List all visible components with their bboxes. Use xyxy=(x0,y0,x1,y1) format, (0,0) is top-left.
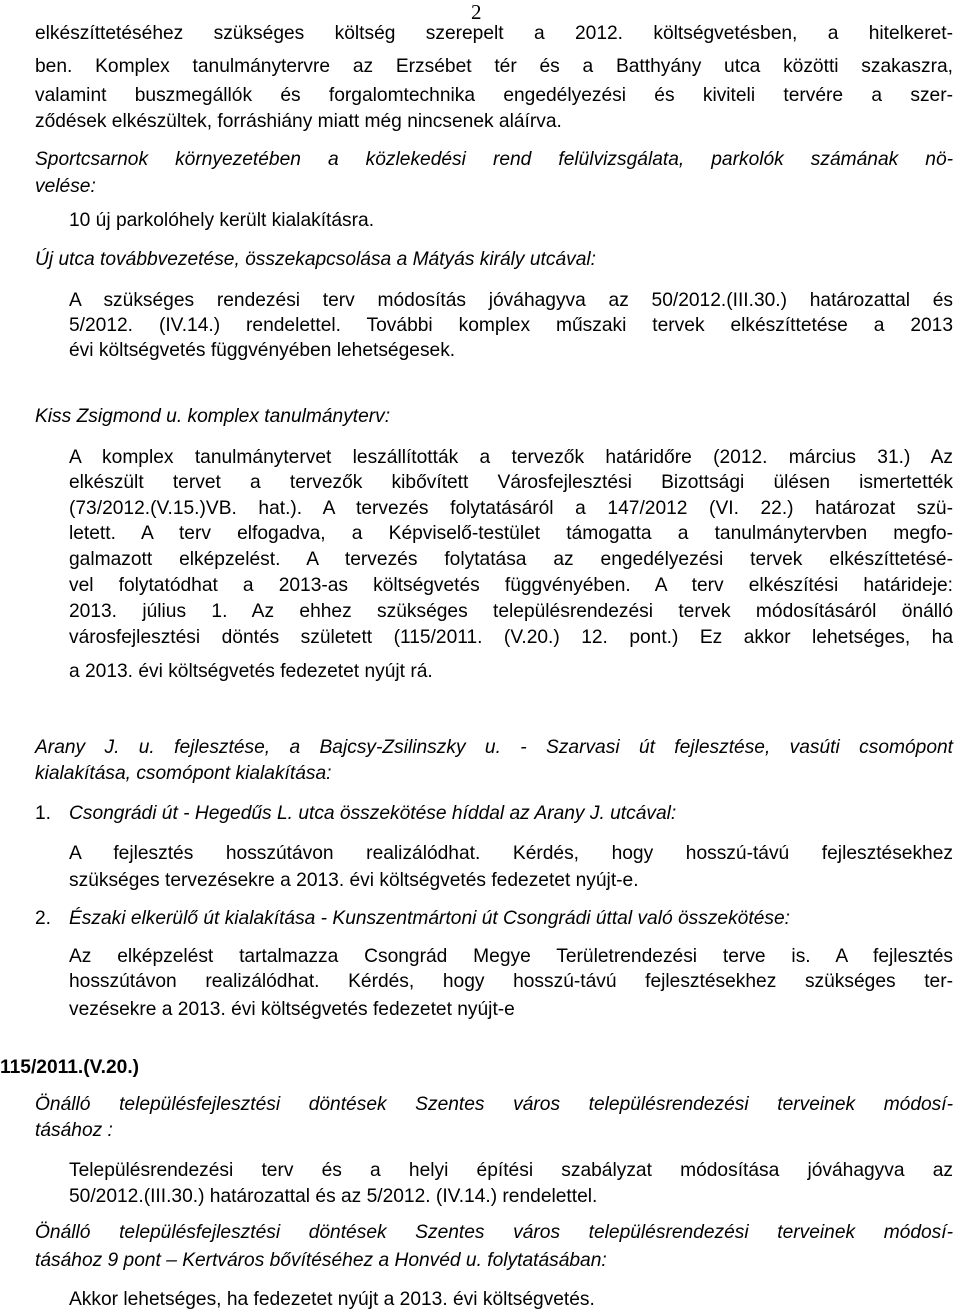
section-heading: Új utca továbbvezetése, összekapcsolása a Mátyás király utcával: xyxy=(35,249,596,270)
section-heading: Sportcsarnok környezetében a közlekedési rend felülvizsgálata, parkolók számának nö- xyxy=(35,149,953,170)
decision-label: 115/2011.(V.20.) xyxy=(0,1057,140,1078)
section-body-line: városfejlesztési döntés született (115/2011. (V.20.) 12. pont.) Ez akkor lehetséges, ha xyxy=(69,627,953,648)
section-body-line: galmazott elképzelést. A tervezés folytatása az engedélyezési tervek elkészíttetésé- xyxy=(69,549,953,570)
decision-heading: tásához 9 pont – Kertváros bővítéséhez a Honvéd u. folytatásában: xyxy=(35,1250,607,1271)
section-body: 10 új parkolóhely került kialakításra. xyxy=(69,210,375,231)
list-item-body-line: hosszútávon realizálódhat. Kérdés, hogy hosszú-távú fejlesztésekhez szükséges ter- xyxy=(69,971,953,992)
intro-line: ződések elkészültek, forráshiány miatt még nincsenek aláírva. xyxy=(35,111,562,132)
list-item-title: Északi elkerülő út kialakítása - Kunszentmártoni út Csongrádi úttal való összekötése: xyxy=(69,908,790,929)
list-item-number: 1. xyxy=(35,803,52,824)
section-body-line: (73/2012.(V.15.)VB. hat.). A tervezés folytatásáról a 147/2012 (VI. 22.) határozat szü- xyxy=(69,498,953,519)
section-heading: Kiss Zsigmond u. komplex tanulmányterv: xyxy=(35,406,391,427)
section-body-line: 2013. július 1. Az ehhez szükséges településrendezési tervek módosításáról önálló xyxy=(69,601,953,622)
section-heading: Arany J. u. fejlesztése, a Bajcsy-Zsilinszky u. - Szarvasi út fejlesztése, vasúti csomópont xyxy=(35,737,953,758)
section-body-line: A szükséges rendezési terv módosítás jóváhagyva az 50/2012.(III.30.) határozattal és xyxy=(69,290,953,311)
decision-body-line: 50/2012.(III.30.) határozattal és az 5/2012. (IV.14.) rendelettel. xyxy=(69,1186,598,1207)
section-body-line: vel folytatódhat a 2013-as költségvetés függvényében. A terv elkészítési határideje: xyxy=(69,575,953,596)
page-number: 2 xyxy=(471,0,482,24)
section-body-line: a 2013. évi költségvetés fedezetet nyújt rá. xyxy=(69,661,433,682)
decision-heading: Önálló településfejlesztési döntések Szentes város településrendezési terveinek módosí- xyxy=(35,1094,953,1115)
section-body-line: letett. A terv elfogadva, a Képviselő-testület támogatta a tanulmánytervben megfo- xyxy=(69,523,953,544)
section-body-line: évi költségvetés függvényében lehetségesek. xyxy=(69,340,456,361)
list-item-body-line: Az elképzelést tartalmazza Csongrád Megye Területrendezési terve is. A fejlesztés xyxy=(69,946,953,967)
section-heading: kialakítása, csomópont kialakítása: xyxy=(35,763,332,784)
section-body-line: elkészült tervet a tervezők kibővített Városfejlesztési Bizottsági ülésen ismertették xyxy=(69,472,953,493)
decision-heading: tásához : xyxy=(35,1120,113,1141)
section-heading: velése: xyxy=(35,176,96,197)
decision-body-line: Településrendezési terv és a helyi építési szabályzat módosítása jóváhagyva az xyxy=(69,1160,953,1181)
decision-heading: Önálló településfejlesztési döntések Szentes város településrendezési terveinek módosí- xyxy=(35,1222,953,1243)
section-body-line: A komplex tanulmánytervet leszállították a tervezők határidőre (2012. március 31.) Az xyxy=(69,447,953,468)
section-body-line: 5/2012. (IV.14.) rendelettel. További komplex műszaki tervek elkészíttetése a 2013 xyxy=(69,315,953,336)
intro-line: elkészíttetéséhez szükséges költség szerepelt a 2012. költségvetésben, a hitelkeret- xyxy=(35,23,953,44)
decision-body-line: Akkor lehetséges, ha fedezetet nyújt a 2013. évi költségvetés. xyxy=(69,1289,595,1310)
intro-line: valamint buszmegállók és forgalomtechnika engedélyezési és kiviteli tervére a szer- xyxy=(35,85,953,106)
list-item-number: 2. xyxy=(35,908,52,929)
list-item-body-line: szükséges tervezésekre a 2013. évi költségvetés fedezetet nyújt-e. xyxy=(69,870,639,891)
list-item-body-line: vezésekre a 2013. évi költségvetés fedezetet nyújt-e xyxy=(69,999,515,1020)
list-item-title: Csongrádi út - Hegedűs L. utca összekötése híddal az Arany J. utcával: xyxy=(69,803,677,824)
intro-line: ben. Komplex tanulmánytervre az Erzsébet tér és a Batthyány utca közötti szakaszra, xyxy=(35,56,953,77)
list-item-body-line: A fejlesztés hosszútávon realizálódhat. Kérdés, hogy hosszú-távú fejlesztésekhez xyxy=(69,843,953,864)
